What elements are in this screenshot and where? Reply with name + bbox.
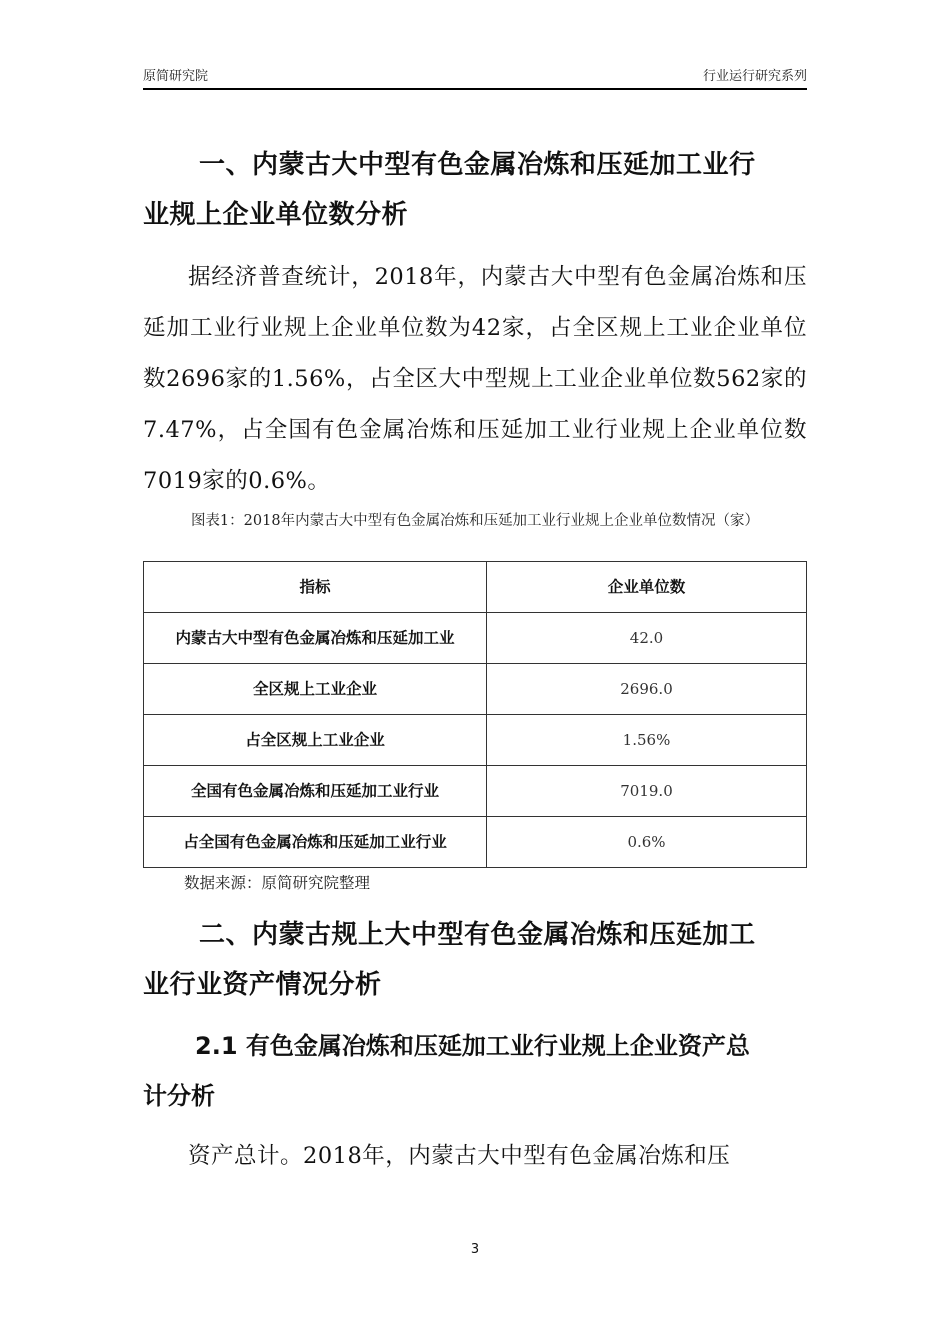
- table-header-row: [144, 562, 807, 613]
- table1-source-note: 数据来源：原简研究院整理: [184, 874, 371, 892]
- page-number: 3: [470, 1242, 480, 1257]
- row-value: 1.56%: [487, 715, 807, 766]
- table-row: [144, 613, 807, 664]
- section2-title: [143, 910, 807, 1010]
- column-header-enterprise-count: 企业单位数: [487, 562, 807, 613]
- header-series-name: 行业运行研究系列: [702, 69, 807, 84]
- row-label: 全区规上工业企业: [144, 664, 487, 715]
- row-value: 0.6%: [487, 817, 807, 868]
- section2-paragraph: 资产总计。2018年，内蒙古大中型有色金属冶炼和压: [188, 1143, 731, 1169]
- row-label: 占全国有色金属冶炼和压延加工业行业: [144, 817, 487, 868]
- header-org-name: 原简研究院: [143, 69, 209, 84]
- table-row: [144, 766, 807, 817]
- table-row: [144, 715, 807, 766]
- row-value: 2696.0: [487, 664, 807, 715]
- row-label: 内蒙古大中型有色金属冶炼和压延加工业: [144, 613, 487, 664]
- row-value: 7019.0: [487, 766, 807, 817]
- row-value: 42.0: [487, 613, 807, 664]
- column-header-indicator: 指标: [144, 562, 487, 613]
- subsection-title-line1: 2.1 有色金属冶炼和压延加工业行业规上企业资产总: [195, 1032, 750, 1060]
- table1-caption: 图表1：2018年内蒙古大中型有色金属冶炼和压延加工业行业规上企业单位数情况（家）: [190, 513, 760, 529]
- subsection-2-1-title: [143, 1021, 807, 1121]
- section1-title: [143, 140, 807, 240]
- table-row: [144, 664, 807, 715]
- table-row: [144, 817, 807, 868]
- enterprise-count-table: [143, 561, 807, 868]
- section2-title-line2: 业行业资产情况分析: [143, 970, 382, 1000]
- subsection-title-line2: 计分析: [143, 1082, 215, 1110]
- page-header: [143, 66, 807, 90]
- row-label: 占全区规上工业企业: [144, 715, 487, 766]
- section1-title-line1: 一、内蒙古大中型有色金属冶炼和压延加工业行: [199, 150, 756, 180]
- section1-paragraph: 据经济普查统计，2018年，内蒙古大中型有色金属冶炼和压延加工业行业规上企业单位数为42家，占全区规上工业企业单位数2696家的1.56%，占全区大中型规上工业企业单位数562家的7.47%，占全国有色金属冶炼和压延加工业行业规上企业单位数7019家的0.6%。: [143, 264, 807, 494]
- section2-title-line1: 二、内蒙古规上大中型有色金属冶炼和压延加工: [199, 920, 756, 950]
- section1-title-line2: 业规上企业单位数分析: [143, 200, 409, 230]
- row-label: 全国有色金属冶炼和压延加工业行业: [144, 766, 487, 817]
